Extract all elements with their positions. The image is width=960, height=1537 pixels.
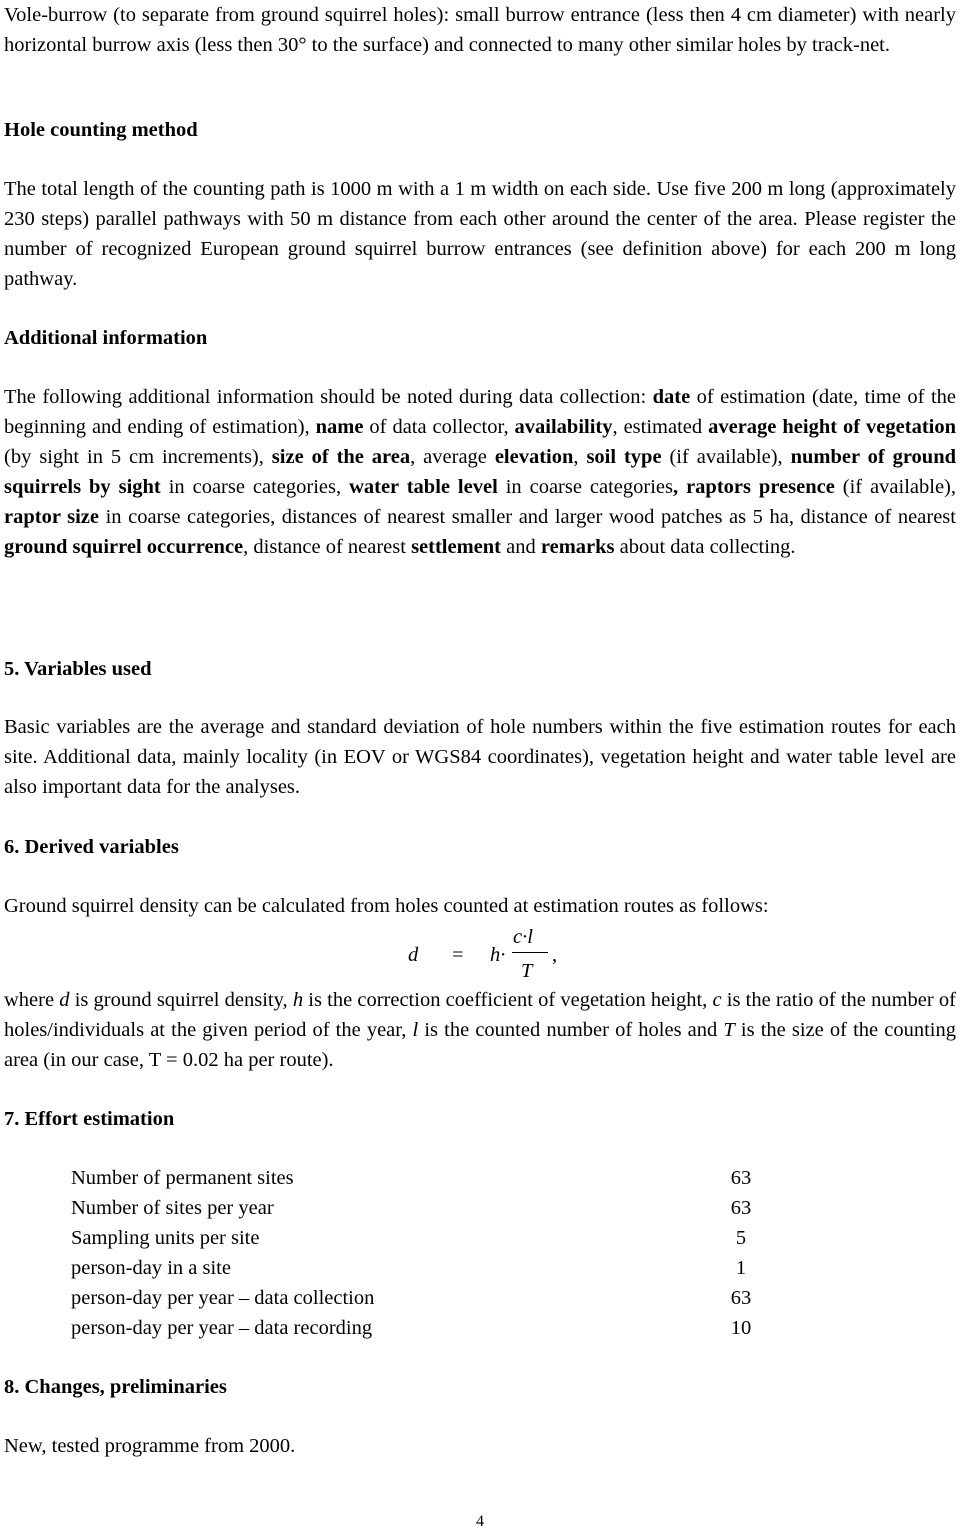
hole-counting-paragraph: The total length of the counting path is 1000 m with a 1 m width on each side. Use five 200 m long (approximately 230 steps) parallel pathways with 50 m distance from each other around the center of the area. Please register the number of recognized European ground squirrel burrow entrances (see definition above) for each 200 m long pathway. xyxy=(4,178,956,290)
term-settlement: settlement xyxy=(411,536,502,558)
density-formula xyxy=(408,922,608,986)
hole-counting-heading: Hole counting method xyxy=(4,119,198,141)
term-vegetation-height: average height of vegetation xyxy=(708,416,956,438)
term-elevation: elevation xyxy=(494,446,574,468)
term-raptor-size: raptor size xyxy=(4,506,99,528)
term-size-of-area: size of the area xyxy=(271,446,411,468)
term-availability: availability xyxy=(514,416,613,438)
effort-table xyxy=(71,1163,771,1343)
effort-value: 1 xyxy=(735,1257,747,1279)
formula-fraction-bar xyxy=(512,952,548,953)
formula-comma: , xyxy=(552,944,558,966)
effort-row xyxy=(71,1313,771,1343)
page-number: 4 xyxy=(476,1513,484,1530)
variables-used-paragraph: Basic variables are the average and standard deviation of hole numbers within the five estimation routes for each site. Additional data, mainly locality (in EOV or WGS84 coordinates), vegetation height and water table level are also important data for the analyses. xyxy=(4,716,956,798)
effort-value: 63 xyxy=(730,1287,752,1309)
effort-value: 63 xyxy=(730,1167,752,1189)
term-remarks: remarks xyxy=(540,536,615,558)
additional-info-paragraph: The following additional information should be noted during data collection: date of estimation (date, time of the beginning and ending of estimation), name of data collector, availability, estimated average height of vegetation (by sight in 5 cm increments), size of the area, average elevation, soil type (if available), number of ground squirrels by sight in coarse categories, water table level in coarse categories, raptors presence (if available), raptor size in coarse categories, distances of nearest smaller and larger wood patches as 5 ha, distance of nearest ground squirrel occurrence, distance of nearest settlement and remarks about data collecting. xyxy=(4,386,956,558)
derived-intro: Ground squirrel density can be calculated from holes counted at estimation routes as follows: xyxy=(4,895,769,917)
effort-label: person-day in a site xyxy=(71,1257,231,1279)
formula-d: d xyxy=(408,944,419,966)
effort-label: Number of sites per year xyxy=(71,1197,274,1219)
formula-h: h· xyxy=(490,944,506,966)
term-soil-type: soil type xyxy=(586,446,662,468)
effort-value: 10 xyxy=(730,1317,752,1339)
derived-explanation: where d is ground squirrel density, h is the correction coefficient of vegetation height, c is the ratio of the number of holes/individuals at the given period of the year, l is the counted number of holes and T is the size of the counting area (in our case, T = 0.02 ha per route). xyxy=(4,989,957,1071)
variables-used-heading: 5. Variables used xyxy=(4,658,152,680)
effort-row xyxy=(71,1193,771,1223)
effort-value: 5 xyxy=(735,1227,747,1249)
effort-label: person-day per year – data collection xyxy=(71,1287,375,1309)
effort-row xyxy=(71,1223,771,1253)
derived-variables-heading: 6. Derived variables xyxy=(4,836,179,858)
formula-denominator: T xyxy=(521,960,533,982)
additional-info-heading: Additional information xyxy=(4,327,208,349)
effort-row xyxy=(71,1163,771,1193)
term-ground-squirrels-number: number of ground squirrels by sight xyxy=(4,446,956,498)
effort-label: Number of permanent sites xyxy=(71,1167,294,1189)
effort-heading: 7. Effort estimation xyxy=(4,1108,175,1130)
term-ground-squirrel-occurrence: ground squirrel occurrence xyxy=(4,536,244,558)
effort-label: person-day per year – data recording xyxy=(71,1317,373,1339)
term-water-table: water table level xyxy=(349,476,498,498)
term-name: name xyxy=(315,416,364,438)
changes-heading: 8. Changes, preliminaries xyxy=(4,1376,227,1398)
term-date: date xyxy=(652,386,691,408)
term-raptors-presence: , raptors presence xyxy=(673,476,835,498)
effort-value: 63 xyxy=(730,1197,752,1219)
formula-equals: = xyxy=(452,944,464,966)
effort-row xyxy=(71,1283,771,1313)
formula-numerator: c·l xyxy=(513,926,533,948)
changes-paragraph: New, tested programme from 2000. xyxy=(4,1435,296,1457)
vole-burrow-paragraph: Vole-burrow (to separate from ground squirrel holes): small burrow entrance (less then 4 cm diameter) with nearly horizontal burrow axis (less then 30° to the surface) and connected to many other similar holes by track-net. xyxy=(4,4,956,56)
effort-label: Sampling units per site xyxy=(71,1227,260,1249)
effort-row xyxy=(71,1253,771,1283)
